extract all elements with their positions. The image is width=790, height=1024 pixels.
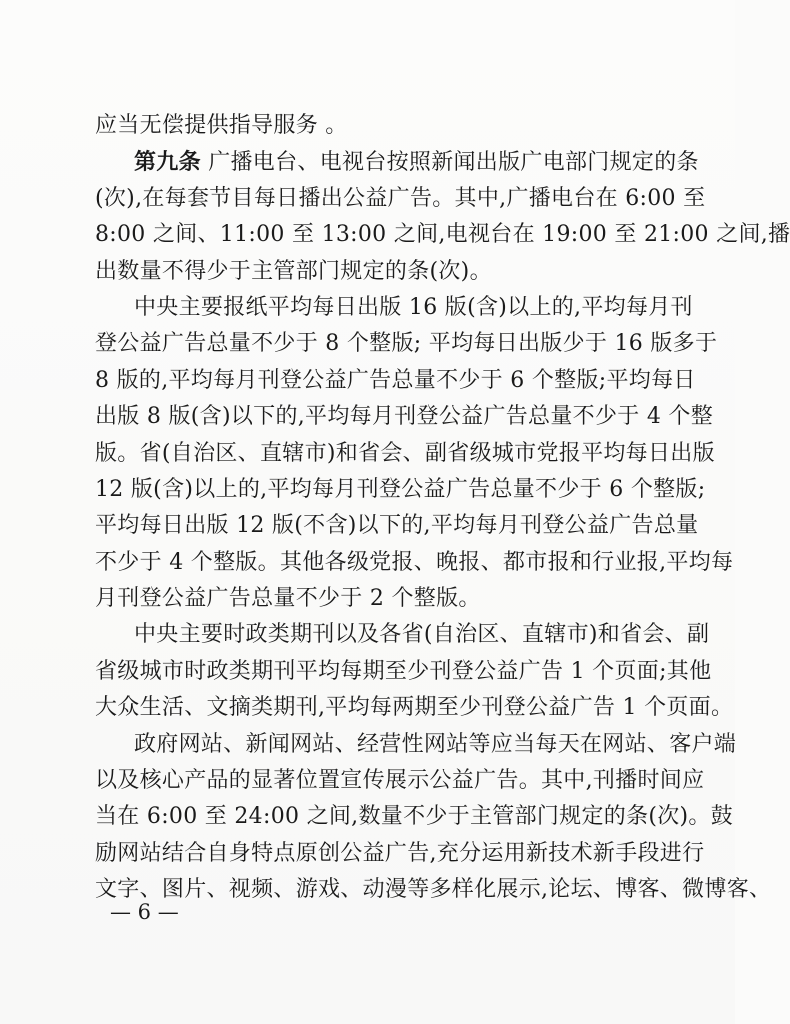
paragraph-line: 文字、图片、视频、游戏、动漫等多样化展示,论坛、博客、微博客、 bbox=[95, 877, 772, 903]
paragraph-line: 中央主要报纸平均每日出版 16 版(含)以上的,平均每月刊 bbox=[134, 294, 693, 320]
paragraph-line: 出数量不得少于主管部门规定的条(次)。 bbox=[95, 258, 492, 284]
page-number: — 6 — bbox=[110, 900, 179, 924]
paragraph-line: 8 版的,平均每月刊登公益广告总量不少于 6 个整版;平均每日 bbox=[95, 367, 696, 393]
paragraph-line-text: 广播电台、电视台按照新闻出版广电部门规定的条 bbox=[200, 150, 699, 176]
paragraph-line: 政府网站、新闻网站、经营性网站等应当每天在网站、客户端 bbox=[134, 731, 737, 757]
paragraph-line: 8:00 之间、11:00 至 13:00 之间,电视台在 19:00 至 21:00 之间,播 bbox=[95, 222, 790, 248]
paragraph-line: 平均每日出版 12 版(不含)以下的,平均每月刊登公益广告总量 bbox=[95, 513, 699, 539]
paragraph-line: 版。省(自治区、直辖市)和省会、副省级城市党报平均每日出版 bbox=[95, 440, 715, 466]
paragraph-line: 月刊登公益广告总量不少于 2 个整版。 bbox=[95, 586, 481, 612]
paragraph-line: 出版 8 版(含)以下的,平均每月刊登公益广告总量不少于 4 个整 bbox=[95, 404, 714, 430]
paragraph-line: 大众生活、文摘类期刊,平均每两期至少刊登公益广告 1 个页面。 bbox=[95, 695, 734, 721]
paragraph-line: 励网站结合自身特点原创公益广告,充分运用新技术新手段进行 bbox=[95, 840, 705, 866]
article-nine-first-line bbox=[95, 144, 699, 180]
paragraph-line: 登公益广告总量不少于 8 个整版; 平均每日出版少于 16 版多于 bbox=[95, 331, 718, 357]
paragraph-line: 中央主要时政类期刊以及各省(自治区、直辖市)和省会、副 bbox=[134, 622, 710, 648]
document-body bbox=[95, 108, 790, 909]
paragraph-line: 以及核心产品的显著位置宣传展示公益广告。其中,刊播时间应 bbox=[95, 768, 705, 794]
article-label: 第九条 bbox=[134, 149, 201, 176]
paragraph-line: 应当无偿提供指导服务 。 bbox=[95, 113, 348, 138]
paragraph-line: 省级城市时政类期刊平均每期至少刊登公益广告 1 个页面;其他 bbox=[95, 658, 712, 684]
paragraph-line: 不少于 4 个整版。其他各级党报、晚报、都市报和行业报,平均每 bbox=[95, 549, 734, 575]
paragraph-line: 12 版(含)以上的,平均每月刊登公益广告总量不少于 6 个整版; bbox=[95, 476, 706, 502]
paragraph-line: 当在 6:00 至 24:00 之间,数量不少于主管部门规定的条(次)。鼓 bbox=[95, 804, 734, 830]
paragraph-line: (次),在每套节目每日播出公益广告。其中,广播电台在 6:00 至 bbox=[95, 185, 706, 211]
